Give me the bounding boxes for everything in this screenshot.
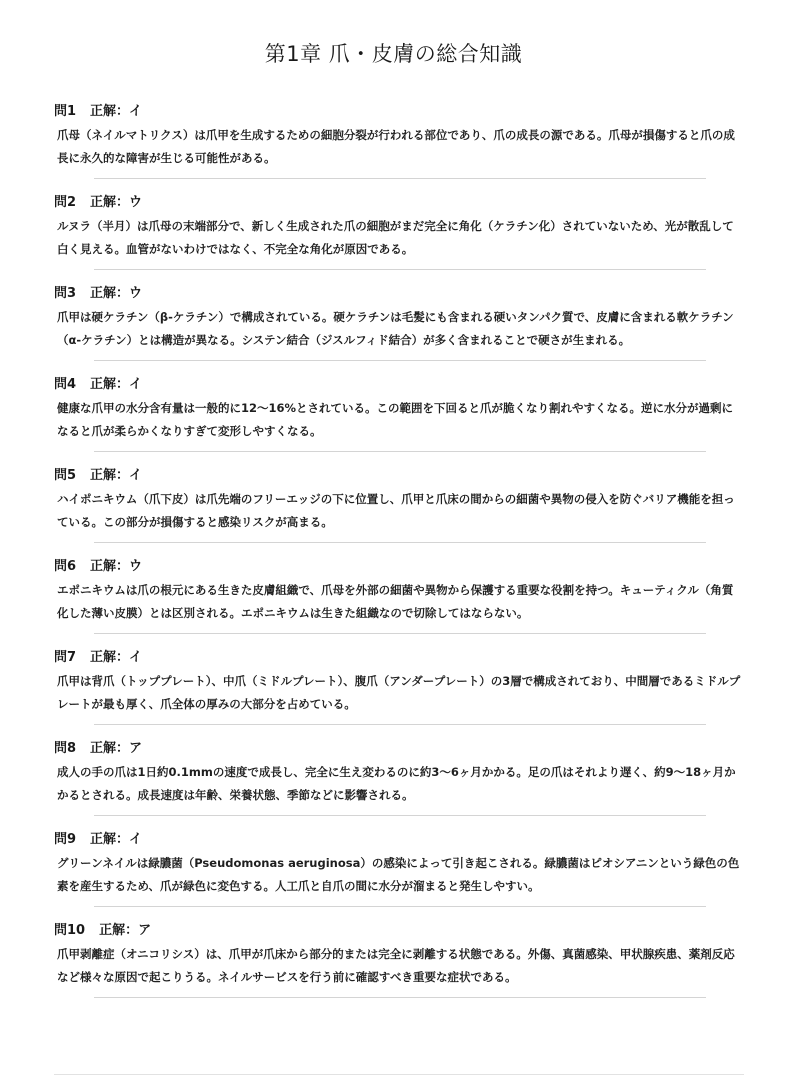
answer-explanation: 健康な爪甲の水分含有量は一般的に12〜16%とされている。この範囲を下回ると爪が脆くなり割れやすくなる。逆に水分が過剰になると爪が柔らかくなりすぎて変形しやすくなる。 <box>57 401 734 438</box>
answer-item <box>54 102 744 179</box>
answer-item <box>54 466 744 543</box>
correct-answer: 正解：ア <box>90 741 143 756</box>
answer-explanation: 成人の手の爪は1日約0.1mmの速度で成長し、完全に生え変わるのに約3〜6ヶ月かかる。足の爪はそれより遅く、約9〜18ヶ月かかるとされる。成長速度は年齢、栄養状態、季節などに影響される。 <box>57 765 736 802</box>
answer-item <box>54 375 744 452</box>
question-number: 問2 <box>54 195 77 210</box>
answer-explanation: ルヌラ（半月）は爪母の末端部分で、新しく生成された爪の細胞がまだ完全に角化（ケラチン化）されていないため、光が散乱して白く見える。血管がないわけではなく、不完全な角化が原因である。 <box>57 219 734 256</box>
answer-header <box>54 921 744 941</box>
answer-header <box>54 102 744 122</box>
answer-explanation: 爪甲は背爪（トッププレート）、中爪（ミドルプレート）、腹爪（アンダープレート）の3層で構成されており、中間層であるミドルプレートが最も厚く、爪全体の厚みの大部分を占めている。 <box>57 674 741 711</box>
answer-header <box>54 830 744 850</box>
question-number: 問3 <box>54 286 77 301</box>
answer-item <box>54 921 744 998</box>
divider <box>94 269 706 270</box>
divider <box>94 178 706 179</box>
correct-answer: 正解：ウ <box>90 195 143 210</box>
answer-item <box>54 284 744 361</box>
answer-explanation: ハイポニキウム（爪下皮）は爪先端のフリーエッジの下に位置し、爪甲と爪床の間からの細菌や異物の侵入を防ぐバリア機能を担っている。この部分が損傷すると感染リスクが高まる。 <box>57 492 735 529</box>
question-number: 問4 <box>54 377 77 392</box>
correct-answer: 正解：ウ <box>90 559 143 574</box>
correct-answer: 正解：イ <box>90 104 143 119</box>
answer-header <box>54 375 744 395</box>
question-number: 問7 <box>54 650 77 665</box>
divider <box>94 360 706 361</box>
answer-header <box>54 739 744 759</box>
question-number: 問6 <box>54 559 77 574</box>
page-title: 第1章 爪・皮膚の総合知識 <box>264 42 523 66</box>
divider <box>94 542 706 543</box>
correct-answer: 正解：ア <box>99 923 152 938</box>
answer-explanation: 爪甲剥離症（オニコリシス）は、爪甲が爪床から部分的または完全に剥離する状態である。外傷、真菌感染、甲状腺疾患、薬剤反応など様々な原因で起こりうる。ネイルサービスを行う前に確認すべき重要な症状である。 <box>57 947 735 984</box>
answer-item <box>54 830 744 907</box>
answer-explanation: エポニキウムは爪の根元にある生きた皮膚組織で、爪母を外部の細菌や異物から保護する重要な役割を持つ。キューティクル（角質化した薄い皮膜）とは区別される。エポニキウムは生きた組織なので切除してはならない。 <box>57 583 734 620</box>
answer-header <box>54 284 744 304</box>
divider <box>94 997 706 998</box>
divider <box>94 815 706 816</box>
correct-answer: 正解：イ <box>90 377 143 392</box>
answer-header <box>54 557 744 577</box>
answer-header <box>54 193 744 213</box>
divider <box>94 724 706 725</box>
question-number: 問5 <box>54 468 77 483</box>
correct-answer: 正解：イ <box>90 832 143 847</box>
answer-list <box>54 102 744 1012</box>
correct-answer: 正解：イ <box>90 468 143 483</box>
correct-answer: 正解：ウ <box>90 286 143 301</box>
answer-header <box>54 648 744 668</box>
answer-explanation: 爪母（ネイルマトリクス）は爪甲を生成するための細胞分裂が行われる部位であり、爪の成長の源である。爪母が損傷すると爪の成長に永久的な障害が生じる可能性がある。 <box>57 128 735 165</box>
question-number: 問8 <box>54 741 77 756</box>
answer-item <box>54 557 744 634</box>
question-number: 問1 <box>54 104 77 119</box>
answer-explanation: グリーンネイルは緑膿菌（Pseudomonas aeruginosa）の感染によって引き起こされる。緑膿菌はピオシアニンという緑色の色素を産生するため、爪が緑色に変色する。人工爪と自爪の間に水分が溜まると発生しやすい。 <box>57 856 740 893</box>
answer-explanation: 爪甲は硬ケラチン（β-ケラチン）で構成されている。硬ケラチンは毛髪にも含まれる硬いタンパク質で、皮膚に含まれる軟ケラチン（α-ケラチン）とは構造が異なる。システン結合（ジスルフィド結合）が多く含まれることで硬さが生まれる。 <box>57 310 734 347</box>
divider <box>94 633 706 634</box>
divider <box>94 451 706 452</box>
page-bottom-rule <box>54 1074 744 1075</box>
answer-item <box>54 648 744 725</box>
question-number: 問10 <box>54 923 86 938</box>
answer-item <box>54 739 744 816</box>
answer-header <box>54 466 744 486</box>
correct-answer: 正解：イ <box>90 650 143 665</box>
divider <box>94 906 706 907</box>
question-number: 問9 <box>54 832 77 847</box>
answer-item <box>54 193 744 270</box>
